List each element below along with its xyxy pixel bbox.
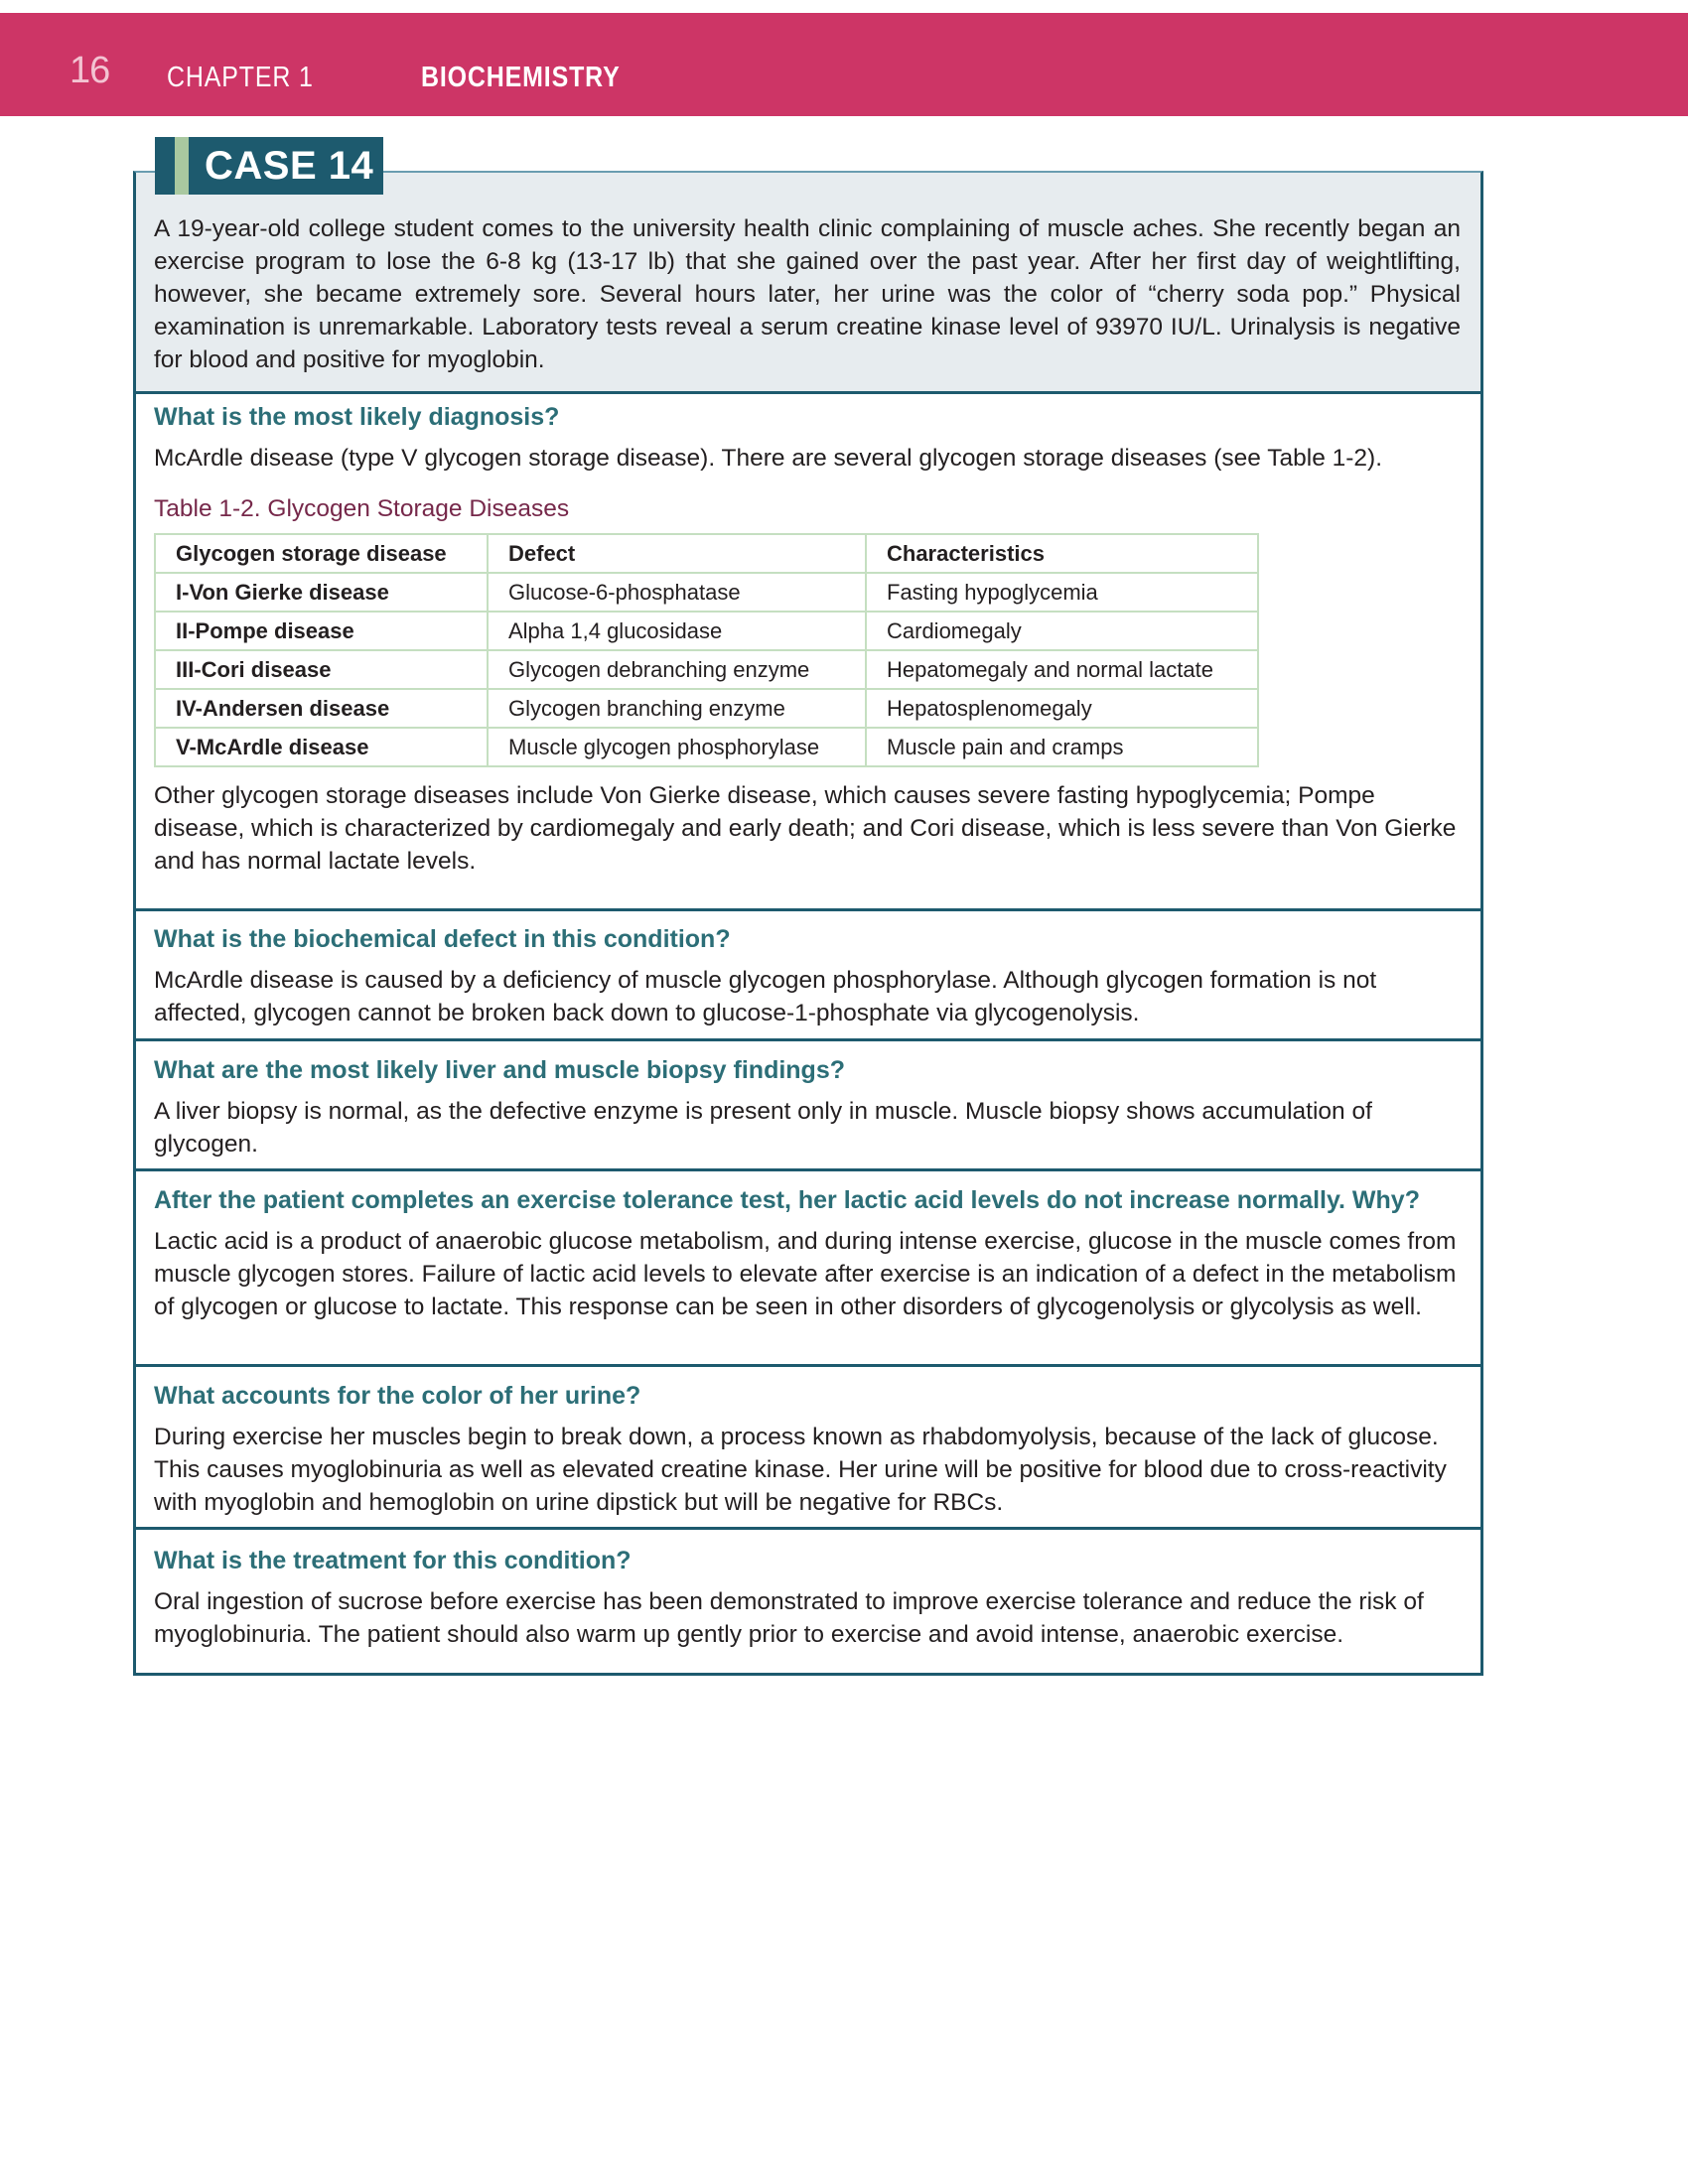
table-cell: IV-Andersen disease <box>155 689 488 728</box>
case-intro <box>136 173 1480 393</box>
answer-text: During exercise her muscles begin to break down, a process known as rhabdomyolysis, because of the lack of glucose. This causes myoglobinuria as well as elevated creatine kinase. Her urine will be positive for blood due to cross-reactivity with myoglobin and hemoglobin on urine dipstick but will be negative for RBCs. <box>154 1424 1447 1516</box>
section-urine-color <box>154 1380 1467 1519</box>
section-divider <box>136 1527 1480 1530</box>
case-label: CASE 14 <box>189 137 383 195</box>
section-divider <box>136 1168 1480 1171</box>
question-heading: What are the most likely liver and muscle biopsy findings? <box>154 1056 845 1084</box>
table-caption: Table 1-2. Glycogen Storage Diseases <box>154 495 570 522</box>
table-cell: Hepatosplenomegaly <box>866 689 1258 728</box>
question-heading: What is the biochemical defect in this condition? <box>154 925 731 953</box>
section-title: BIOCHEMISTRY <box>421 62 621 93</box>
question-heading: After the patient completes an exercise tolerance test, her lactic acid levels do not increase normally. Why? <box>154 1186 1420 1214</box>
page-number: 16 <box>70 50 110 91</box>
answer-text: Lactic acid is a product of anaerobic glucose metabolism, and during intense exercise, glucose in the muscle comes from muscle glycogen stores. Failure of lactic acid levels to elevate after exercise is an indication of a defect in the metabolism of glycogen or glucose to lactate. This response can be seen in other disorders of glycogenolysis or glycolysis as well. <box>154 1228 1457 1320</box>
case-tag <box>155 137 383 195</box>
table-header-cell: Characteristics <box>866 534 1258 573</box>
table-row <box>155 573 1258 612</box>
table-row <box>155 612 1258 650</box>
case-tag-stripe-dark <box>155 137 175 195</box>
table-cell: Cardiomegaly <box>866 612 1258 650</box>
question-heading: What is the most likely diagnosis? <box>154 403 560 431</box>
section-treatment <box>154 1545 1467 1651</box>
table-header-cell: Defect <box>488 534 866 573</box>
section-lactic-acid <box>154 1184 1467 1323</box>
section-biochemical-defect <box>154 923 1467 1029</box>
section-divider <box>136 1038 1480 1041</box>
section-divider <box>136 1364 1480 1367</box>
table-row <box>155 650 1258 689</box>
table-cell: I-Von Gierke disease <box>155 573 488 612</box>
table-cell: III-Cori disease <box>155 650 488 689</box>
table-cell: II-Pompe disease <box>155 612 488 650</box>
chapter-label: CHAPTER 1 <box>167 62 314 93</box>
table-cell: Fasting hypoglycemia <box>866 573 1258 612</box>
table-cell: Alpha 1,4 glucosidase <box>488 612 866 650</box>
table-cell: Hepatomegaly and normal lactate <box>866 650 1258 689</box>
answer-text: Oral ingestion of sucrose before exercise has been demonstrated to improve exercise tolerance and reduce the risk of myoglobinuria. The patient should also warm up gently prior to exercise and avoid intense, anaerobic exercise. <box>154 1588 1424 1648</box>
section-biopsy-findings <box>154 1054 1467 1160</box>
table-cell: Glycogen branching enzyme <box>488 689 866 728</box>
answer-text: McArdle disease is caused by a deficiency of muscle glycogen phosphorylase. Although glycogen formation is not affected, glycogen cannot be broken back down to glucose-1-phosphate via glycogenolysis. <box>154 967 1377 1026</box>
table-cell: Muscle pain and cramps <box>866 728 1258 766</box>
table-row <box>155 689 1258 728</box>
table-cell: Glycogen debranching enzyme <box>488 650 866 689</box>
table-header-row <box>155 534 1258 573</box>
question-heading: What is the treatment for this condition? <box>154 1547 632 1574</box>
table-row <box>155 728 1258 766</box>
answer-followup-text: Other glycogen storage diseases include Von Gierke disease, which causes severe fasting hypoglycemia; Pompe disease, which is characterized by cardiomegaly and early death; and Cori disease, which is less severe than Von Gierke and has normal lactate levels. <box>154 782 1457 875</box>
case-tag-stripe-light <box>175 137 189 195</box>
table-header-cell: Glycogen storage disease <box>155 534 488 573</box>
answer-text: McArdle disease (type V glycogen storage disease). There are several glycogen storage diseases (see Table 1-2). <box>154 445 1383 472</box>
section-diagnosis <box>154 401 1467 878</box>
table-cell: V-McArdle disease <box>155 728 488 766</box>
section-divider <box>136 908 1480 911</box>
table-cell: Glucose-6-phosphatase <box>488 573 866 612</box>
section-divider <box>136 391 1480 394</box>
case-intro-text: A 19-year-old college student comes to the university health clinic complaining of muscle aches. She recently began an exercise program to lose the 6-8 kg (13-17 lb) that she gained over the past year. After her first day of weightlifting, however, she became extremely sore. Several hours later, her urine was the color of “cherry soda pop.” Physical examination is unremarkable. Laboratory tests reveal a serum creatine kinase level of 93970 IU/L. Urinalysis is negative for blood and positive for myoglobin. <box>154 215 1461 373</box>
question-heading: What accounts for the color of her urine? <box>154 1382 641 1410</box>
table-cell: Muscle glycogen phosphorylase <box>488 728 866 766</box>
glycogen-storage-table <box>154 533 1259 767</box>
answer-text: A liver biopsy is normal, as the defective enzyme is present only in muscle. Muscle biopsy shows accumulation of glycogen. <box>154 1098 1372 1158</box>
